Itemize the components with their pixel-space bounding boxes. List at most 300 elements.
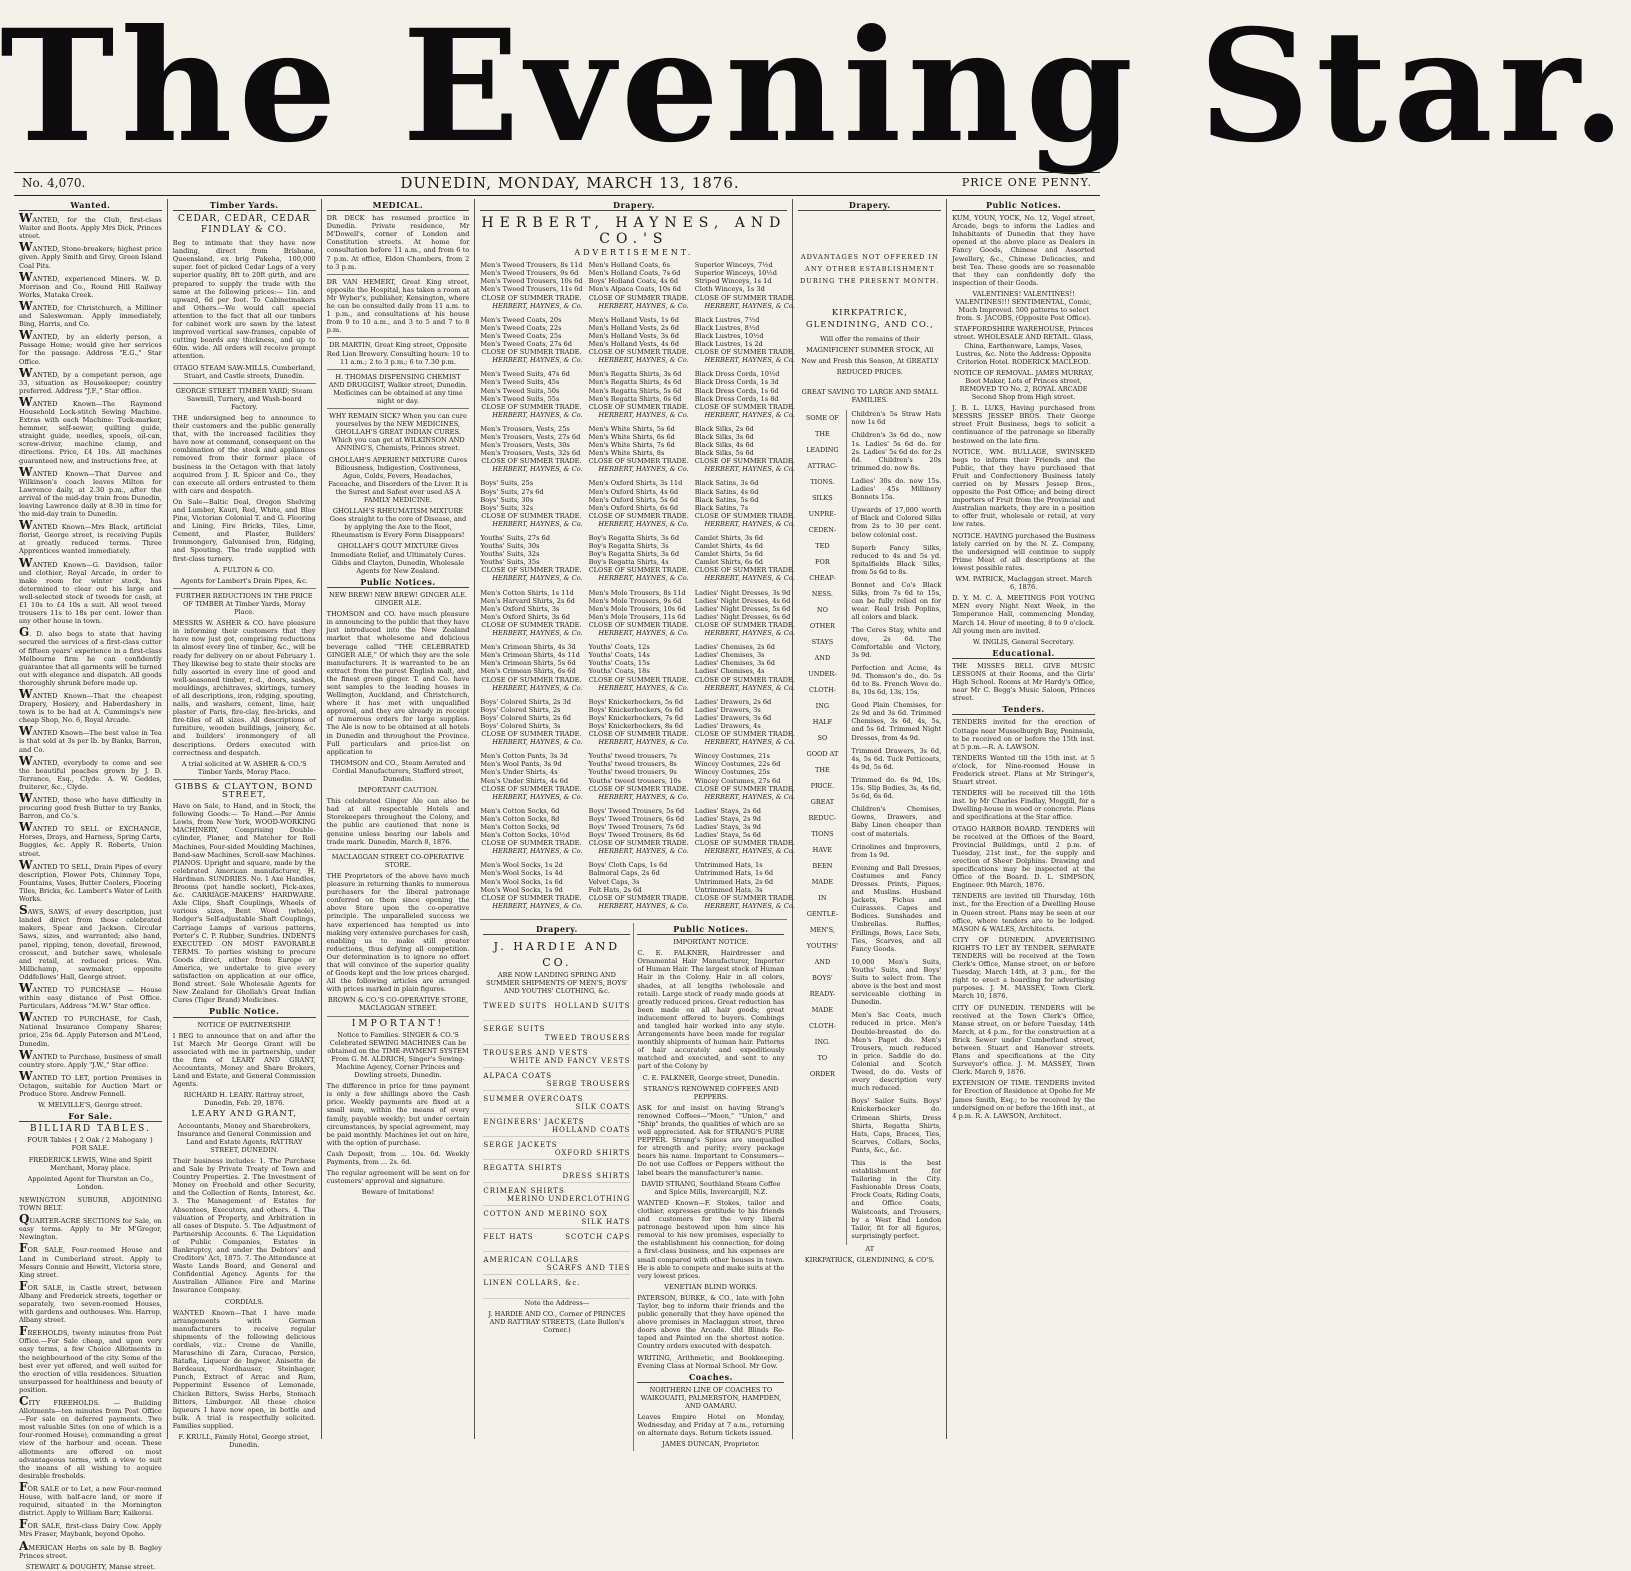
kirkpatrick-item: The Ceres Stay, white and dove, 2s 6d. The Comfortable and Victory, 3s 9d.: [851, 626, 942, 659]
divider: [327, 337, 470, 338]
price-line: Boy's Regatta Shirts, 3s 6d: [588, 550, 680, 559]
classified-ad: [19, 1068, 162, 1098]
advantages-banner: ADVANTAGES NOT OFFERED IN ANY OTHER ESTABLISHMENT DURING THE PRESENT MONTH.: [800, 253, 940, 286]
inglis-signature: W. INGLIS, General Secretary.: [972, 637, 1075, 646]
misses-bell-ad: THE MISSES BELL GIVE MUSIC LESSONS at their Rooms, and the Girls' High School. Rooms at Mr Hardy's Office, near Mr C. Begg's Music Saloon, Princes street.: [952, 661, 1095, 703]
section-header-medical: MEDICAL.: [327, 201, 470, 211]
price-line: Men's White Shirts, 6s 6d: [588, 432, 675, 441]
price-line: Men's Holland Vests, 4s 6d: [588, 340, 679, 349]
hardie-title: J. HARDIE AND CO.: [493, 940, 621, 970]
goods-right: WHITE AND FANCY VESTS: [510, 1056, 631, 1065]
divider: [327, 408, 470, 409]
ad-initial: W: [19, 686, 33, 701]
price-line: Black Satins, 7s: [694, 503, 748, 512]
price-line: Untrimmed Hats, 2s 6d: [694, 877, 774, 886]
price-line: Boys' Suits, 27s 6d: [480, 487, 544, 496]
price-line: Boys' Tweed Trousers, 6s 6d: [588, 814, 685, 823]
side-word: GREAT: [810, 798, 835, 807]
classified-ad: [19, 791, 162, 821]
billiard-tables-line: FOUR Tables { 2 Oak / 2 Mahogany } FOR SALE.: [27, 1136, 154, 1153]
new-brew-text: THOMSON and CO. have much pleasure in announcing to the public that they have just introduced into the New Zealand market that wholesome and delicious beverage called "THE CELEBRATED GINGER ALE," Of which they are the sole manufacturers. It is warranted to be an extract from the purest English malt, and the finest green ginger. T. and Co. have sent samples to the leading houses in Wellington, Auckland, and Christchurch, where it has met with unqualified approval, and they are already in receipt of numerous orders for large supplies. The Ale is now to be obtained at all hotels in Dunedin and throughout the Province. Full particulars and price-list on application to: [326, 610, 470, 756]
partnership-text: I BEG to announce that on and after the 1st March Mr George Grant will be associated with me in partnership, under the firm of LEARY AND GRANT, Accountants, Money and Share Brokers, Land and Estate, and General Commission Agents.: [172, 1031, 316, 1089]
close-of-summer: CLOSE OF SUMMER TRADE.: [588, 784, 689, 793]
price-line: Boys' Cloth Caps, 1s 6d: [588, 861, 668, 870]
goods-row: [483, 1068, 630, 1091]
kirkpatrick-item: This is the best establishment for Tailoring in the City. Fashionable Dress Coats, Frock Coats, Riding Coats, and Office Coats, Waistcoats, and Trousers, by a West End London Tailor, fit for all figures, surprisingly perfect.: [851, 1158, 942, 1240]
kirkpatrick-item: Ladies' 30s do. now 15s. Ladies' 45s Millinery Bonnets 15s.: [851, 476, 942, 502]
price-line: Men's Tweed Trousers, 11s 6d: [480, 285, 583, 294]
price-block: [695, 807, 795, 856]
section-header-wanted: Wanted.: [19, 201, 162, 211]
fulton-signature: A. FULTON & CO.: [213, 565, 275, 574]
ad-text: ANTED to Purchase, business of small country store. Apply "J.W.," Star office.: [19, 1052, 162, 1069]
price-block: [589, 752, 689, 801]
strang-text: ASK for and insist on having Strang's renowned Coffees—"Moon," "Union," and "Ship" brands, the qualities of which are so well appreciated. Ask for STRANG'S PURE PEPPER. Strang's Spices are unequalled for strength and purity; every package bears his name. Important to Consumers—Do not use Coffees or Peppers without the label bears the manufacturer's name.: [637, 1103, 785, 1177]
billiard-mahogany: 2 Mahogany: [105, 1136, 148, 1145]
herbert-signature: HERBERT, HAYNES, & Co.: [704, 574, 795, 583]
classified-ad: [19, 1324, 162, 1394]
masthead-rule-bottom: [14, 195, 1100, 196]
price-line: Men's Oxford Shirts, 6s 6d: [588, 503, 679, 512]
ad-text: ANTED TO SELL, Drain Pipes of every description, Flower Pots, Chimney Tops, Fountains, Vases, Butter Coolers, Flooring Tiles, Bricks, &c. Lambert's Water of Leith Works.: [19, 862, 162, 904]
side-word: ATTRAC-: [807, 462, 838, 471]
close-of-summer: CLOSE OF SUMMER TRADE.: [694, 348, 795, 357]
price-block: [589, 861, 689, 910]
close-of-summer: CLOSE OF SUMMER TRADE.: [481, 620, 582, 629]
price-block: [480, 370, 582, 419]
kirkpatrick-item: 10,000 Men's Suits, Youths' Suits, and Boys' Suits to select from. The above is the best and most serviceable clothing in Dunedin.: [851, 957, 942, 1007]
section-header-tenders: Tenders.: [952, 705, 1095, 715]
side-word: AND: [814, 654, 831, 663]
kirkpatrick-item: Good Plain Chemises, for 2s 9d and 3s 6d. Trimmed Chemises, 3s 6d, 4s, 5s, and 5s 6d. Trimmed Night Dresses, from 4s 9d.: [851, 701, 942, 742]
ad-initial: F: [19, 1479, 28, 1494]
price-line: Wincey Costumes, 22s 6d: [694, 760, 781, 769]
price-line: Men's Crimean Shirts, 5s 6d: [480, 659, 576, 668]
price-line: Men's Holland Vests, 2s 6d: [588, 323, 679, 332]
price-block: [480, 425, 582, 474]
herbert-signature: HERBERT, HAYNES, & Co.: [598, 574, 689, 583]
tender-notice: TENDERS are invited till Thursday, 16th inst., for the Erection of a Dwelling House in Queen street. Plans may be seen at our office, where tenders are to be lodged. MASON & WALES, Architects.: [952, 892, 1095, 933]
goods-left: TROUSERS AND VESTS: [483, 1048, 589, 1057]
ghollah-rheumatism-ad: GHOLLAH'S RHEUMATISM MIXTURE Goes straight to the core of Disease, and by applying the Axe to the Root, Rheumatism is Every Form Disappears!: [329, 507, 467, 540]
ad-initial: F: [19, 1324, 28, 1339]
price-line: Ladies' Drawers, 4s: [694, 721, 761, 730]
side-word: CEDEN-: [808, 526, 837, 535]
price-line: Balmoral Caps, 2s 6d: [588, 869, 660, 878]
goods-row: [483, 998, 630, 1021]
hardie-goods-list: [483, 998, 630, 1298]
billiard-oak: 2 Oak: [79, 1136, 100, 1145]
cash-deposit: Cash Deposit, from ... 10s. 6d. Weekly Payments, from ... 2s. 6d.: [326, 1149, 470, 1167]
staffordshire-ad: STAFFORDSHIRE WAREHOUSE, Princes street. WHOLESALE AND RETAIL. Glass, China, Earthenware, Lamps, Vases, Lustres, &c. Note the Address: Opposite Criterion Hotel. RODERICK MACLEOD.: [953, 325, 1094, 366]
price-line: Men's White Shirts, 8s: [588, 449, 665, 458]
northern-coaches-text: Leaves Empire Hotel on Monday, Wednesday, and Friday at 7 a.m., returning on alternate days. Return tickets issued.: [637, 1413, 785, 1438]
price-line: Men's Tweed Trousers, 8s 11d: [480, 261, 583, 270]
herbert-signature: HERBERT, HAYNES, & Co.: [598, 519, 689, 528]
price-line: Boys' Tweed Trousers, 5s 6d: [588, 806, 685, 815]
price-block: [589, 643, 689, 692]
patrick-notice: NOTICE. HAVING purchased the Business lately carried on by the N. Z. Company, the undersigned will continue to supply Prime Meat of all descriptions at the lowest possible rates.: [952, 531, 1095, 572]
herbert-signature: HERBERT, HAYNES, & Co.: [704, 683, 795, 692]
herbert-signature: HERBERT, HAYNES, & Co.: [492, 301, 583, 310]
goods-left: ENGINEERS' JACKETS: [483, 1117, 585, 1126]
ad-text: REEHOLDS, twenty minutes from Post Office.—For Sale cheap, and upon very easy terms, a few Choice Allotments in the neighbourhood of the city. Some of the best ever yet offered, and well suited for the erection of villa residences. Situation unsurpassed for healthiness and beauty of position.: [19, 1329, 162, 1394]
price-line: Boys' Suits, 32s: [480, 503, 534, 512]
goods-row: [483, 1183, 630, 1206]
price-line: Ladies' Night Dresses, 3s 9d: [694, 588, 791, 597]
further-reductions: FURTHER REDUCTIONS IN THE PRICE OF TIMBER At Timber Yards, Moray Place.: [175, 591, 313, 617]
ad-text: OR SALE, in Castle street, between Albany and Frederick streets, together or separately, two seven-roomed Houses, with gardens and outhouses. Wm. Harrop, Albany street.: [19, 1283, 162, 1325]
price-column: [480, 261, 582, 916]
side-word: SOME OF: [805, 414, 839, 423]
ad-text: ANTED Known—That the cheapest Drapery, Hosiery, and Haberdashery in town is to be had at A. Cummings's new cheap Shop, No. 6, Royal Arcade.: [19, 691, 162, 725]
close-of-summer: CLOSE OF SUMMER TRADE.: [694, 675, 795, 684]
herbert-signature: HERBERT, HAYNES, & Co.: [598, 301, 689, 310]
price-line: Camlet Shirts, 3s 6d: [694, 534, 764, 542]
ad-text: ANTED, for Christchurch, a Milliner and Saleswoman. Apply immediately, Bing, Harris, and Co.: [19, 303, 162, 329]
new-brew-title: NEW BREW! NEW BREW! GINGER ALE. GINGER ALE.: [328, 590, 468, 608]
goods-left: LINEN COLLARS, &c.: [483, 1279, 581, 1288]
price-line: Velvet Caps, 3s: [588, 877, 640, 886]
price-line: Ladies' Chemises, 4s: [694, 667, 765, 676]
price-line: Ladies' Chemises, 3s 6d: [694, 659, 776, 668]
kum-youn-ad: KUM, YOUN, YOCK, No. 12, Vogel street, Arcade, begs to inform the Ladies and Inhabitants of Dunedin that they have opened at the above place as Dealers in Fancy Goods, Chinese and Assorted Jewellery, &c., Chinese Delicacies, and best Tea. These goods are so reasonable that they can confidently defy the inspection of their Goods.: [952, 214, 1095, 287]
ad-text: ANTED TO SELL or EXCHANGE, Horses, Drays, and Harness, Spring Carts, Buggies, &c. Apply R. Roberts, Union street.: [19, 825, 162, 858]
price-line: Youths' tweed trousers, 9s: [588, 768, 677, 777]
goods-row: [483, 1206, 630, 1229]
cedar-title: CEDAR, CEDAR, CEDAR FINDLAY & CO.: [178, 214, 311, 236]
goods-left: CRIMEAN SHIRTS: [483, 1187, 565, 1196]
classified-ad: [19, 686, 162, 725]
price-line: Black Silks, 5s 6d: [694, 449, 754, 458]
herbert-signature: HERBERT, HAYNES, & Co.: [598, 410, 689, 419]
price-line: Men's Alpaca Coats, 10s 6d: [588, 285, 681, 294]
tender-notice: TENDERS Wanted till the 15th inst. at 5 o'clock, for Nine-roomed House in Frederick street. Plans at Mr Stringer's, Stuart street.: [952, 753, 1095, 787]
section-header-coaches: Coaches.: [637, 1373, 784, 1383]
price-line: Camlet Shirts, 6s 6d: [694, 558, 764, 567]
classified-ad: [19, 980, 162, 1011]
price-column: [695, 261, 795, 916]
goods-row: [483, 1045, 630, 1068]
price-line: Men's Oxford Shirts, 3s 6d: [480, 612, 570, 621]
herbert-signature: HERBERT, HAYNES, & Co.: [492, 683, 583, 692]
close-of-summer: CLOSE OF SUMMER TRADE.: [588, 675, 689, 684]
close-of-summer: CLOSE OF SUMMER TRADE.: [694, 293, 795, 302]
asher-signature: A trial solicited at W. ASHER & CO.'S Timber Yards, Moray Place.: [181, 759, 307, 776]
kirkpatrick-list: [798, 410, 941, 1245]
price-line: Ladies' Drawers, 2s 6d: [694, 697, 772, 706]
price-line: Men's Mole Trousers, 9s 6d: [588, 596, 682, 605]
price-block: [589, 479, 689, 528]
side-word: HAVE: [812, 846, 833, 855]
close-of-summer: CLOSE OF SUMMER TRADE.: [481, 293, 582, 302]
side-word: ING: [815, 702, 830, 711]
singer-text: The difference in price for time payment is only a few shillings above the Cash price. Weekly payments are fixed at a small sum, within the means of every family, payable weekly; but under certain circumstances, by special agreement, may be paid monthly. Machines let out on hire, with the option of purchase.: [326, 1082, 470, 1147]
classified-ad: [19, 1479, 162, 1518]
price-block: [589, 316, 689, 365]
price-line: Men's Wool Pants, 3s 9d: [480, 760, 562, 769]
price-line: Men's Cotton Socks, 10½d: [480, 831, 570, 840]
hardie-column: [480, 923, 634, 1452]
price-line: Men's Under Shirts, 4s: [480, 768, 558, 777]
page-columns: [14, 199, 1100, 1571]
ad-initial: W: [19, 791, 33, 805]
side-word: MADE: [811, 878, 834, 887]
price-line: Wincey Costumes, 27s 6d: [694, 776, 781, 785]
price-label: PRICE ONE PENNY.: [961, 176, 1092, 189]
side-word: STAYS: [811, 638, 834, 647]
close-of-summer: CLOSE OF SUMMER TRADE.: [694, 457, 795, 466]
ad-initial: W: [19, 464, 33, 479]
price-block: [480, 861, 582, 910]
drapery-sub-columns: [480, 923, 787, 1452]
why-remain-sick-ad: WHY REMAIN SICK? When you can cure yourselves by the NEW MEDICINES, GHOLLAH'S GREAT INDIAN CURES. Which you can get at WILKINSON AND ANNING'S, Chemists, Princes street.: [329, 412, 467, 453]
goods-left: COTTON AND MERINO SOX: [483, 1210, 608, 1219]
classified-ad: [19, 240, 162, 270]
price-line: Men's Wool Socks, 1s 4d: [480, 869, 563, 878]
price-block: [695, 370, 795, 419]
ad-text: . D. also begs to state that having secured the services of a first-class cutter of fifteen years' experience in a first-class Melbourne firm he can confidently guarantee that all garments will be turned out with elegance and dispatch. All goods thoroughly shrunk before made up.: [19, 630, 162, 687]
ad-text: ANTED, by a competent person, age 33, situation as Housekeeper; country preferred. Address "J.F.," Star office.: [19, 370, 162, 395]
price-line: Men's Trousers, Vests, 25s: [480, 424, 570, 433]
close-of-summer: CLOSE OF SUMMER TRADE.: [694, 730, 795, 739]
billiard-four-tables: FOUR Tables: [27, 1136, 72, 1145]
price-block: [589, 534, 689, 583]
price-line: Ladies' Night Dresses, 5s 6d: [694, 604, 791, 613]
removal-notice: NOTICE OF REMOVAL. JAMES MURRAY, Boot Maker, Lots of Princes street, REMOVED TO No. 2, ROYAL ARCADE Second Shop from High street.: [953, 368, 1094, 402]
price-line: Youths' Coats, 18s: [588, 667, 650, 676]
dr-martin-ad: DR MARTIN, Great King street, Opposite Red Lion Brewery. Consulting hours: 10 to 11 a.m.; 2 to 3 p.m.; 6 to 7.30 p.m.: [326, 341, 470, 366]
ad-text: ANTED TO PURCHASE — House within easy distance of Post Office. Particulars, Address "M.W." Star office.: [19, 985, 162, 1011]
price-line: Wincey Costumes, 21s: [694, 752, 770, 761]
price-line: Men's Holland Coats, 6s: [588, 261, 670, 270]
price-line: Men's Under Shirts, 4s 6d: [480, 776, 569, 785]
price-line: Superior Winceys, 7½d: [694, 261, 773, 270]
goods-right: SCOTCH CAPS: [565, 1233, 631, 1242]
kirkpatrick-item: Trimmed Drawers, 3s 6d, 4s, 5s 6d. Tuck Petticoats, 4s 9d, 5s 6d.: [851, 746, 942, 771]
ad-initial: A: [19, 1538, 29, 1553]
cordials-text: WANTED Known—That I have made arrangements with German manufacturers to receive regular shipments of the following delicious cordials, viz.: Creme de Vanille, Maraschino di Zara, Curacao, Persico, Ratafia, Liqueur de Ingwer, Anisette de Bordeaux, Nordhauser, Steinhager, Punch, Extract of Arrac and Rum, Peppermint Essence of Lemonade, Chicken Bitters, Swiss Herbs, Stomach Bitters, Limburger. All these choice liqueurs I have now open, in bottle and bulk. A trial is respectfully solicited. Families supplied.: [172, 1308, 316, 1430]
ad-text: ANTED Known—Mrs Black, artificial florist, George street, is receiving Pupils at greatly reduced terms. Three Apprentices wanted immediately.: [19, 523, 162, 556]
price-line: Ladies' Chemises, 2s 6d: [694, 643, 776, 652]
dateline: DUNEDIN, MONDAY, MARCH 13, 1876.: [400, 174, 740, 192]
side-word: MADE: [811, 1006, 834, 1015]
classified-ad: [19, 820, 162, 858]
classified-ad: [19, 857, 162, 904]
price-line: Youths' Suits, 35s: [480, 558, 540, 567]
falkner-text: C. E. FALKNER, Hairdresser and Ornamental Hair Manufacturer, Importer of Human Hair. The largest stock of Human Hair in the Colony. Hair in all colors, shades, at all lengths (wholesale and retail). Large stock of ready made goods at greatly reduced prices. Great reduction has been made on all hair goods; great inducement offered to buyers. Combings and tangled hair worked into any style. Arrangements have been made for regular monthly shipments of human hair. Patterns of hair accurately and expeditiously matched and executed, and sent to any part of the Colony by: [637, 949, 785, 1071]
herbert-signature: HERBERT, HAYNES, & Co.: [492, 738, 583, 747]
side-word: THE: [815, 766, 830, 775]
price-line: Black Silks, 3s 6d: [694, 432, 754, 441]
price-block: [695, 425, 795, 474]
price-block: [695, 261, 795, 310]
valentines-ad: VALENTINES! VALENTINES!! VALENTINES!!! SENTIMENTAL, Comic, Much Improved. 500 patterns to select from. S. JACOBS, (Opposite Post Office).: [955, 289, 1092, 323]
section-header-timber: Timber Yards.: [173, 201, 316, 211]
imitations-warning: Beware of Imitations!: [361, 1188, 435, 1197]
goods-left: ALPACA COATS: [483, 1071, 553, 1080]
kirkpatrick-item: Upwards of 17,000 worth of Black and Colored Silks from 2s to 30 per cent. below colonial cost.: [851, 506, 942, 539]
price-line: Boys' Tweed Trousers, 8s 6d: [588, 831, 685, 840]
classified-ad: [19, 1212, 162, 1242]
goods-right: HOLLAND SUITS: [554, 1002, 631, 1011]
close-of-summer: CLOSE OF SUMMER TRADE.: [694, 893, 795, 902]
price-line: Cloth Winceys, 1s 3d: [694, 285, 765, 294]
side-word: UNPRE-: [808, 510, 837, 519]
section-header-public-notices: Public Notices.: [327, 578, 470, 588]
herbert-signature: HERBERT, HAYNES, & Co.: [598, 629, 689, 638]
goods-left: SERGE JACKETS: [483, 1140, 558, 1149]
herbert-signature: HERBERT, HAYNES, & Co.: [492, 574, 583, 583]
sale-ads-list: [19, 1194, 162, 1560]
classified-ad: [19, 518, 162, 556]
herbert-haynes-subtitle: ADVERTISEMENT.: [574, 248, 694, 258]
partnership-signature: RICHARD H. LEARY. Rattray street, Dunedin, Feb. 29, 1876.: [183, 1091, 305, 1108]
price-line: Ladies' Stays, 2s 9d: [694, 814, 762, 823]
ad-text: UARTER-ACRE SECTIONS for Sale, on easy terms. Apply to Mr M'Gregor, Newington.: [19, 1217, 162, 1242]
price-line: Men's Tweed Coats, 22s: [480, 323, 562, 332]
goods-right: HOLLAND COATS: [552, 1125, 631, 1134]
ad-initial: F: [19, 1241, 28, 1256]
price-line: Wincey Costumes, 25s: [694, 768, 770, 777]
herbert-signature: HERBERT, HAYNES, & Co.: [704, 410, 795, 419]
herbert-signature: HERBERT, HAYNES, & Co.: [492, 847, 583, 856]
herbert-signature: HERBERT, HAYNES, & Co.: [704, 629, 795, 638]
kirkpatrick-text: Will offer the remains of their MAGNIFICENT SUMMER STOCK, All New and Fresh this Season, At GREATLY REDUCED PRICES.: [801, 335, 939, 377]
side-word: CLOTH-: [808, 686, 836, 695]
classified-ad: [19, 625, 162, 687]
classified-ad: [19, 555, 162, 626]
ad-text: ANTED Known—The best value in Tea is that sold at 3s per lb. by Banks, Barron, and Co.: [19, 729, 162, 754]
herbert-signature: HERBERT, HAYNES, & Co.: [704, 301, 795, 310]
side-word: ORDER: [809, 1070, 835, 1079]
goods-left: AMERICAN COLLARS: [483, 1256, 580, 1265]
side-word: ING.: [814, 1038, 831, 1047]
close-of-summer: CLOSE OF SUMMER TRADE.: [481, 784, 582, 793]
price-line: Black Dress Cords, 1s 6d: [694, 386, 779, 395]
price-block: [695, 861, 795, 910]
price-line: Black Satins, 5s 6d: [694, 495, 759, 504]
section-header-public-notice: Public Notice.: [173, 1007, 316, 1017]
price-line: Men's Wool Socks, 1s 9d: [480, 885, 563, 894]
important-notice-title: IMPORTANT NOTICE.: [673, 938, 749, 947]
price-line: Men's Trousers, Vests, 32s 6d: [480, 449, 581, 458]
price-line: Men's Regatta Shirts, 3s 6d: [588, 370, 682, 379]
ad-text: ANTED, for the Club, first-class Waiter and Boots. Apply Mrs Dick, Princes street.: [19, 216, 162, 241]
price-line: Boys' Colored Shirts, 2s 6d: [480, 713, 572, 722]
ad-initial: W: [19, 555, 33, 570]
goods-right: SERGE TROUSERS: [546, 1079, 631, 1088]
price-line: Ladies' Stays, 3s 9d: [694, 823, 762, 831]
ad-text: NEWINGTON SUBURB, ADJOINING TOWN BELT.: [19, 1195, 162, 1213]
brown-signature: BROWN & CO.'S CO-OPERATIVE STORE, MACLAGGAN STREET.: [327, 996, 469, 1013]
herbert-haynes-title: HERBERT, HAYNES, AND CO.'S: [481, 215, 787, 248]
price-block: [589, 807, 689, 856]
price-block: [480, 752, 582, 801]
duncan-signature: JAMES DUNCAN, Proprietor.: [662, 1440, 760, 1449]
price-line: Black Dress Cords, 1s 8d: [694, 394, 779, 403]
price-line: Superior Winceys, 10½d: [694, 269, 777, 278]
price-line: Men's Crimean Shirts, 6s 6d: [480, 667, 576, 676]
price-line: Boys' Knickerbockers, 6s 6d: [588, 705, 684, 714]
side-word: CLOTH-: [808, 1022, 836, 1031]
kirkpatrick-at: AT: [865, 1244, 875, 1253]
price-line: Boys' Knickerbockers, 5s 6d: [588, 697, 684, 706]
ad-initial: W: [19, 820, 33, 835]
goods-row: [483, 1137, 630, 1160]
price-line: Men's Tweed Coats, 20s: [480, 315, 562, 324]
divider: [173, 588, 316, 589]
tender-notice: TENDERS invited for the erection of Cottage near Musselburgh Bay, Peninsula, to be received on or before the 15th inst. at 5 p.m.—R. A. LAWSON.: [952, 718, 1095, 751]
tender-notice: CITY OF DUNEDIN. ADVERTISING RIGHTS TO LET BY TENDER. SEPARATE TENDERS will be received at the Town Clerk's Office, Manse street, on or before Tuesday, March 14th, at 3 p.m., for the right to erect a hoarding for advertising purposes. J. M. MASSEY, Town Clerk. March 10, 1876.: [952, 935, 1095, 1001]
singer-ad: Notice to Families. SINGER & CO.'S Celebrated SEWING MACHINES Can be obtained on the TIME-PAYMENT SYSTEM From G. M. ALDRICH, Singer's Sewing-Machine Agency, Corner Princes and Dowling streets, Dunedin.: [327, 1030, 469, 1080]
classified-ad: [19, 464, 162, 519]
price-line: Black Silks, 2s 6d: [694, 424, 754, 433]
price-line: Ladies' Night Dresses, 4s 6d: [694, 596, 791, 605]
close-of-summer: CLOSE OF SUMMER TRADE.: [588, 511, 689, 520]
billiard-title: BILLIARD TABLES.: [29, 1124, 151, 1135]
price-line: Ladies' Stays, 5s 6d: [694, 831, 762, 840]
paterson-text: PATERSON, BURKE, & CO., late with John Taylor, beg to inform their friends and the public generally that they have opened the above premises in Maclaggan street, three doors above the Arcade. Old Blinds Re-taped and Painted on the shortest notice. Country orders executed with despatch.: [637, 1293, 785, 1351]
price-line: Men's Oxford Shirts, 3s: [480, 604, 560, 613]
ad-initial: S: [19, 903, 28, 918]
ad-initial: W: [19, 240, 33, 255]
side-word: NESS.: [811, 590, 833, 599]
price-line: Men's Tweed Coats, 27s 6d: [480, 340, 572, 349]
price-line: Youths' tweed trousers, 8s: [588, 760, 677, 769]
northern-coaches-title: NORTHERN LINE OF COACHES TO WAIKOUAITI, PALMERSTON, HAMPDEN, AND OAMARU.: [640, 1385, 782, 1410]
herbert-signature: HERBERT, HAYNES, & Co.: [704, 356, 795, 365]
column-wanted: [14, 199, 168, 1571]
price-line: Youths' Coats, 14s: [588, 651, 650, 660]
herbert-signature: HERBERT, HAYNES, & Co.: [492, 519, 583, 528]
on-sale-list: On Sale—Baltic Deal, Oregon Shelving and Lumber, Kauri, Red, White, and Blue Pine, Victorian Colonial T. and G. Flooring and Lining, Fire Bricks, Tiles, Lime, Cement, and Plaster, Builders' Ironmongery, Galvanised Iron, Ridging, and Spouting. The trade supplied with first-class turnery.: [172, 497, 316, 563]
price-line: Men's Regatta Shirts, 5s 6d: [588, 386, 682, 395]
thomas-chemist-ad: H. THOMAS DISPENSING CHEMIST AND DRUGGIST, Walker street, Dunedin. Medicines can be obtained at any time night or day.: [328, 372, 468, 405]
cedar-text: Beg to intimate that they have now landing, direct from Brisbane, Queensland, ex brig Pakeha, 100,000 super. feet of picked Cedar Logs of a very superior quality, 8ft to 20ft girth, and are prepared to supply the trade with the same at the following prices:— 1in. and upward, 6d per foot. To Cabinetmakers and Others.—We would call special attention to the fact that all our timbers for cabinet work are sawn by the latest improved vertical saw-frames, capable of cutting boards any thickness, and up to 60in. wide. All orders will receive prompt attention.: [172, 239, 316, 361]
bullage-notice: NOTICE. WM. BULLAGE, SWINSKED begs to inform their Friends and the Public, that they have purchased that Fruit and Confectionery Business lately carried on by Messrs Jessep Bros., opposite the Post Office; and being direct importers of Fruit from the Provincial and Australian markets, they are in a position to offer fruit, wholesale or retail, at very low rates.: [952, 447, 1095, 529]
ghollah-gout-ad: GHOLLAH'S GOUT MIXTURE Gives Immediate Relief, and Ultimately Cures. Gibbs and Clayton, Dunedin, Wholesale Agents for New Zealand.: [330, 542, 466, 575]
price-line: Boys' Colored Shirts, 2s 3d: [480, 697, 572, 706]
side-word: OTHER: [809, 622, 835, 631]
krull-signature: F. KRULL, Family Hotel, George street, Dunedin.: [178, 1433, 310, 1450]
price-line: Youths' Coats, 12s: [588, 643, 650, 652]
price-line: Men's Holland Coats, 7s 6d: [588, 269, 681, 278]
price-block: [695, 643, 795, 692]
masthead: [0, 0, 1631, 178]
goods-row: [483, 1021, 630, 1044]
price-line: Men's Trousers, Vests, 30s: [480, 441, 570, 450]
billiard-lewis: FREDERICK LEWIS, Wine and Spirit Merchant, Moray place.: [28, 1155, 153, 1172]
price-line: Men's Harvard Shirts, 2s 6d: [480, 596, 575, 605]
side-word: TED: [815, 542, 830, 551]
side-word: PRICE.: [810, 782, 835, 791]
venetian-title: VENETIAN BLIND WORKS.: [664, 1282, 758, 1291]
thomson-signature: THOMSON and CO., Steam Aerated and Cordial Manufacturers, Stafford street, Dunedin.: [330, 758, 466, 783]
newspaper-title: The Evening Star.: [0, 0, 1631, 177]
leary-list: Their business includes: 1. The Purchase and Sale by Private Treaty of Town and Country Properties. 2. The Investment of Money on Freehold and other Security, and the Collection of Rents, Interest, &c. 3. The Management of Estates for Absentees, Executors, and others. 4. The valuation of Property, and Arbitration in all cases of Dispute. 5. The Adjustment of Partnership Accounts. 6. The Liquidation of Public Companies, Estates in Bankruptcy, and under the Debtors' and Creditors' Act, 1875. 7. The Attendance at Waste Lands Board, and General and Confidential Agency. Agents for the Australian Alliance Fire and Marine Insurance Company.: [172, 1156, 316, 1295]
price-block: [589, 589, 689, 638]
close-of-summer: CLOSE OF SUMMER TRADE.: [481, 457, 582, 466]
classified-ad: [19, 211, 162, 241]
price-block: [480, 807, 582, 856]
herbert-signature: HERBERT, HAYNES, & Co.: [492, 629, 583, 638]
side-word: GOOD AT: [806, 750, 839, 759]
goods-right: SCARFS AND TIES: [546, 1264, 631, 1273]
writing-class: WRITING, Arithmetic, and Bookkeeping. Evening Class at Normal School. Mr Gow.: [637, 1353, 785, 1370]
ad-initial: F: [19, 1517, 28, 1532]
close-of-summer: CLOSE OF SUMMER TRADE.: [481, 348, 582, 357]
